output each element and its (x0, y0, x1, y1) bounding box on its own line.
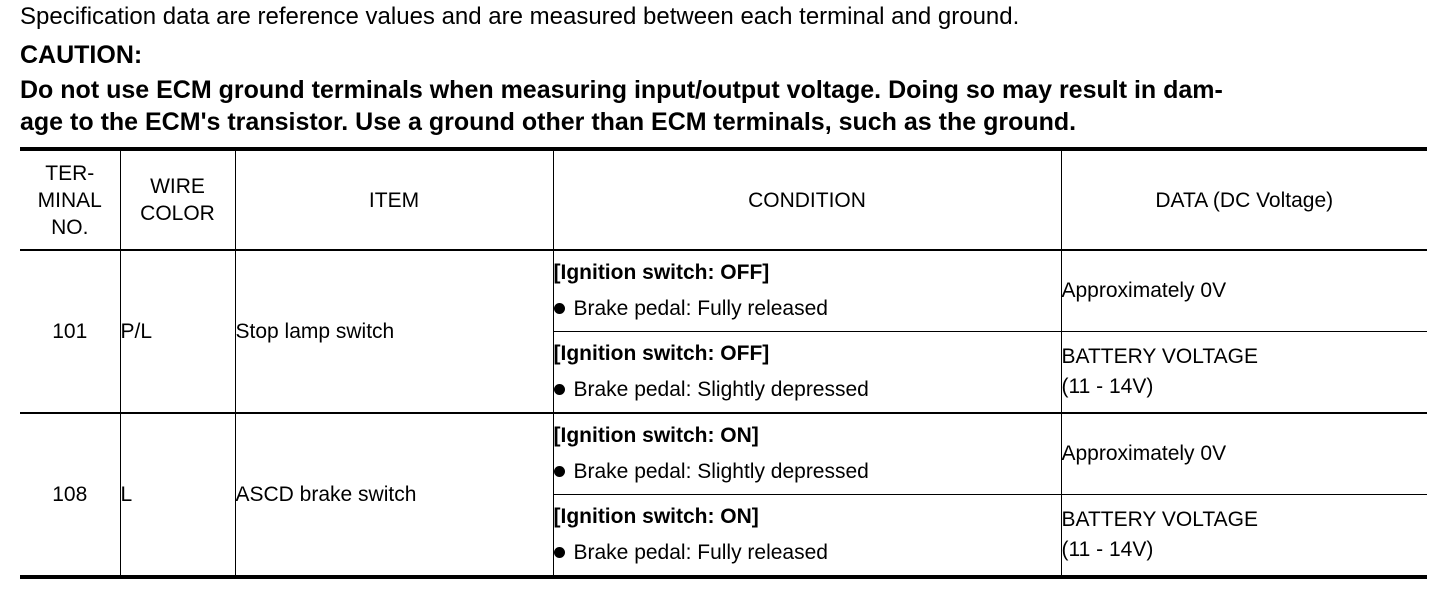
bullet-icon (554, 384, 565, 395)
caution-text (20, 74, 1430, 138)
condition-cell (553, 495, 1061, 578)
header-terminal-line: TER- (45, 161, 95, 185)
header-terminal-no (20, 149, 120, 250)
header-item: ITEM (235, 149, 553, 250)
terminal-number: 108 (20, 413, 120, 577)
terminal-number: 101 (20, 250, 120, 413)
bullet-icon (554, 547, 565, 558)
data-value (1061, 495, 1427, 578)
table-row (20, 250, 1427, 332)
terminal-spec-table (20, 147, 1427, 579)
ignition-state: [Ignition switch: ON] (553, 505, 759, 528)
bullet-icon (554, 466, 565, 477)
data-value (1061, 250, 1427, 332)
condition-cell (553, 250, 1061, 332)
condition-detail (554, 454, 1061, 490)
data-value (1061, 332, 1427, 414)
item-name: ASCD brake switch (235, 413, 553, 577)
header-wire-color (120, 149, 235, 250)
data-value (1061, 413, 1427, 495)
condition-detail (554, 291, 1061, 327)
intro-text: Specification data are reference values and are measured between each terminal and ground. (20, 3, 1020, 30)
condition-detail (554, 535, 1061, 571)
header-condition: CONDITION (553, 149, 1061, 250)
data-line: (11 - 14V) (1061, 538, 1154, 561)
header-data: DATA (DC Voltage) (1061, 149, 1427, 250)
data-line: Approximately 0V (1061, 442, 1227, 465)
table-header-row (20, 149, 1427, 250)
item-name: Stop lamp switch (235, 250, 553, 413)
ignition-state: [Ignition switch: ON] (553, 424, 759, 447)
condition-detail-text: Brake pedal: Fully released (573, 541, 828, 564)
header-wire-line: COLOR (140, 202, 215, 225)
condition-cell (553, 413, 1061, 495)
caution-line-2: age to the ECM's transistor. Use a ground other than ECM terminals, such as the ground. (20, 108, 1077, 136)
condition-detail-text: Brake pedal: Fully released (573, 297, 828, 320)
header-terminal-line: MINAL (37, 188, 102, 212)
ignition-state: [Ignition switch: OFF] (553, 261, 770, 284)
caution-line-1: Do not use ECM ground terminals when measuring input/output voltage. Doing so may result in dam- (20, 76, 1223, 104)
data-line: BATTERY VOLTAGE (1061, 508, 1258, 531)
header-terminal-line: NO. (51, 215, 89, 239)
condition-detail (554, 372, 1061, 408)
data-line: (11 - 14V) (1061, 375, 1154, 398)
data-line: BATTERY VOLTAGE (1061, 345, 1258, 368)
condition-detail-text: Brake pedal: Slightly depressed (573, 378, 869, 401)
condition-detail-text: Brake pedal: Slightly depressed (573, 460, 869, 483)
header-wire-line: WIRE (150, 175, 205, 198)
data-line: Approximately 0V (1061, 279, 1227, 302)
caution-title: CAUTION: (20, 41, 143, 69)
ignition-state: [Ignition switch: OFF] (553, 342, 770, 365)
wire-color: L (120, 413, 235, 577)
condition-cell (553, 332, 1061, 414)
wire-color: P/L (120, 250, 235, 413)
bullet-icon (554, 303, 565, 314)
table-row (20, 413, 1427, 495)
